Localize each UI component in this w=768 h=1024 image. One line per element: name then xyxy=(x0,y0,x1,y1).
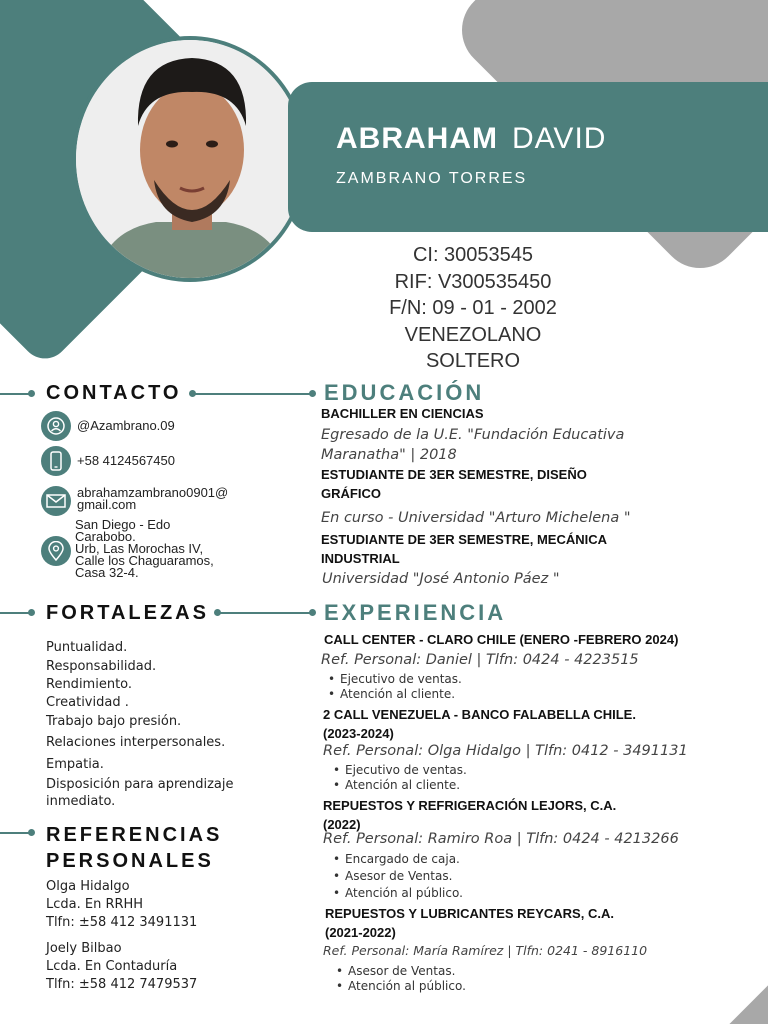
experiencia-title: EXPERIENCIA xyxy=(324,600,507,625)
strength-item: Relaciones interpersonales. xyxy=(46,735,226,750)
job-task: • Atención al cliente. xyxy=(327,778,467,793)
job-heading-line: 2 CALL VENEZUELA - BANCO FALABELLA CHILE. xyxy=(323,707,636,722)
job-task: • Encargado de caja. xyxy=(327,851,463,868)
ci-number: CI: 30053545 xyxy=(412,244,534,266)
email-address[interactable] xyxy=(77,487,228,511)
email-line-2: gmail.com xyxy=(77,497,137,512)
education-detail: En curso - Universidad "Arturo Michelena " xyxy=(321,510,631,526)
job-heading: CALL CENTER - CLARO CHILE (ENERO -FEBRERO 2024) xyxy=(324,632,679,647)
social-handle[interactable]: @Azambrano.09 xyxy=(77,418,175,433)
education-detail-line: Egresado de la U.E. "Fundación Educativa xyxy=(321,427,625,443)
education-heading-line: ESTUDIANTE DE 3ER SEMESTRE, DISEÑO xyxy=(321,467,587,482)
middle-name: DAVID xyxy=(511,122,607,155)
educacion-title: EDUCACIÓN xyxy=(324,380,485,405)
birth-date: F/N: 09 - 01 - 2002 xyxy=(389,297,557,319)
job-reference: Ref. Personal: Ramiro Roa | Tlfn: 0424 - 4213266 xyxy=(323,831,679,847)
job-heading xyxy=(325,904,614,942)
nationality: VENEZOLANO xyxy=(404,323,542,346)
reference-phone: Tlfn: ±58 412 3491131 xyxy=(46,915,198,930)
address-line: Casa 32-4. xyxy=(75,565,139,580)
referencias-left-dot xyxy=(28,829,35,836)
strength-item: Trabajo bajo presión. xyxy=(46,714,182,729)
education-heading-line: GRÁFICO xyxy=(321,486,381,501)
fortalezas-right-line xyxy=(218,612,312,614)
section-divider-dot xyxy=(309,390,316,397)
strength-item: inmediato. xyxy=(46,794,116,809)
job-heading-line: REPUESTOS Y LUBRICANTES REYCARS, C.A. xyxy=(325,906,614,921)
education-heading xyxy=(321,530,607,568)
job-task: • Ejecutivo de ventas. xyxy=(327,763,467,778)
phone-number[interactable]: +58 4124567450 xyxy=(77,453,175,468)
job-reference: Ref. Personal: María Ramírez | Tlfn: 0241 - 8916110 xyxy=(323,943,648,958)
address-line: Calle los Chaguaramos, xyxy=(75,553,214,568)
marital-status: SOLTERO xyxy=(425,350,521,372)
full-name xyxy=(336,122,606,156)
gray-corner-decoration xyxy=(713,983,768,1024)
reference-entry xyxy=(46,878,197,932)
education-heading-line: ESTUDIANTE DE 3ER SEMESTRE, MECÁNICA xyxy=(321,532,608,547)
referencias-left-line xyxy=(0,832,30,834)
first-name: ABRAHAM xyxy=(336,122,498,155)
education-detail: Universidad "José Antonio Páez " xyxy=(322,571,560,587)
section-divider-dot xyxy=(309,609,316,616)
email-line-1: abrahamzambrano0901@ xyxy=(77,485,229,500)
job-heading-line: REPUESTOS Y REFRIGERACIÓN LEJORS, C.A. xyxy=(323,798,617,813)
personal-info xyxy=(330,242,616,375)
referencias-title-line-2: PERSONALES xyxy=(46,850,214,872)
job-heading-line: (2021-2022) xyxy=(325,925,396,940)
surnames: ZAMBRANO TORRES xyxy=(336,170,528,187)
education-detail xyxy=(321,425,624,465)
name-banner xyxy=(288,82,768,232)
address xyxy=(75,519,214,579)
fortalezas-title: FORTALEZAS xyxy=(46,602,209,624)
rif-number: RIF: V300535450 xyxy=(394,270,552,293)
strength-item: Creatividad . xyxy=(46,695,129,710)
contacto-left-dot xyxy=(28,390,35,397)
referencias-title xyxy=(46,822,222,874)
strength-item: Disposición para aprendizaje xyxy=(46,777,234,792)
strength-item: Responsabilidad. xyxy=(46,659,157,674)
strength-item: Rendimiento. xyxy=(46,677,133,692)
job-task: • Asesor de Ventas. xyxy=(330,964,466,979)
reference-phone: Tlfn: ±58 412 7479537 xyxy=(46,977,198,992)
reference-name: Olga Hidalgo xyxy=(46,879,130,894)
job-task: • Atención al público. xyxy=(330,979,466,994)
job-task-list xyxy=(327,763,467,793)
job-reference: Ref. Personal: Daniel | Tlfn: 0424 - 4223515 xyxy=(321,652,639,668)
reference-entry xyxy=(46,940,197,994)
fortalezas-left-line xyxy=(0,612,30,614)
job-heading xyxy=(323,705,636,743)
job-heading-line: (2022) xyxy=(323,817,361,832)
referencias-title-line-1: REFERENCIAS xyxy=(46,824,223,846)
address-line: San Diego - Edo xyxy=(75,517,171,532)
contacto-left-line xyxy=(0,393,30,395)
profile-photo xyxy=(72,36,308,282)
job-task: • Ejecutivo de ventas. xyxy=(322,672,462,687)
education-heading xyxy=(321,465,587,503)
contacto-title: CONTACTO xyxy=(46,382,182,404)
job-task-list xyxy=(322,672,462,701)
location-icon xyxy=(41,536,71,566)
education-heading-line: INDUSTRIAL xyxy=(321,551,400,566)
mail-icon xyxy=(41,486,71,516)
contacto-right-line xyxy=(193,393,313,395)
phone-icon xyxy=(41,446,71,476)
education-detail-line: Maranatha" | 2018 xyxy=(321,447,457,463)
reference-role: Lcda. En RRHH xyxy=(46,897,144,912)
fortalezas-left-dot xyxy=(28,609,35,616)
user-icon xyxy=(41,411,71,441)
strength-item: Puntualidad. xyxy=(46,640,128,655)
job-task: • Atención al público. xyxy=(327,885,463,902)
reference-role: Lcda. En Contaduría xyxy=(46,959,178,974)
strength-item: Empatia. xyxy=(46,757,104,772)
reference-name: Joely Bilbao xyxy=(46,941,122,956)
job-reference: Ref. Personal: Olga Hidalgo | Tlfn: 0412 - 3491131 xyxy=(323,743,688,759)
job-task-list xyxy=(327,851,463,902)
address-line: Urb, Las Morochas IV, xyxy=(75,541,204,556)
job-task-list xyxy=(330,964,466,993)
education-heading: BACHILLER EN CIENCIAS xyxy=(321,406,484,421)
job-task: • Atención al cliente. xyxy=(322,687,462,702)
job-task: • Asesor de Ventas. xyxy=(327,868,463,885)
address-line: Carabobo. xyxy=(75,529,136,544)
job-heading-line: (2023-2024) xyxy=(323,726,394,741)
